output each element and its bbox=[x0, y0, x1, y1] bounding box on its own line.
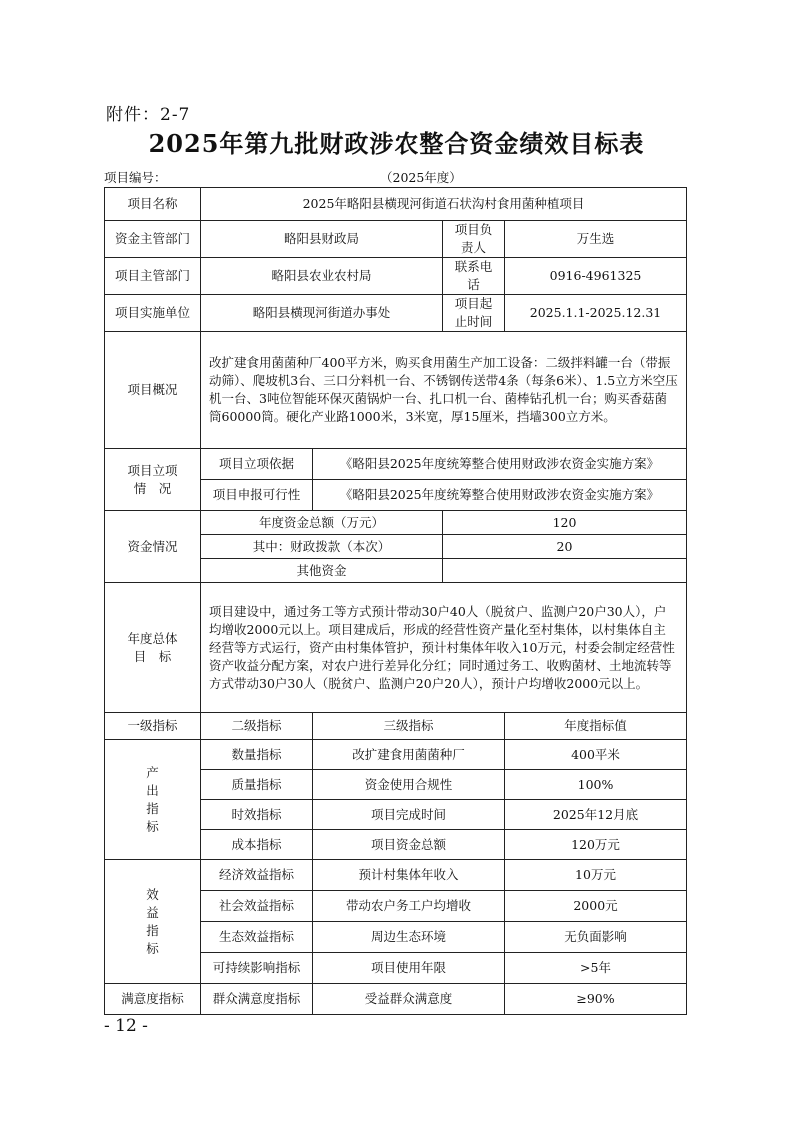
basis-value: 《略阳县2025年度统筹整合使用财政涉农资金实施方案》 bbox=[313, 449, 687, 480]
project-name-label: 项目名称 bbox=[105, 188, 201, 221]
header-level2: 二级指标 bbox=[201, 713, 313, 740]
value-cell: 10万元 bbox=[505, 860, 687, 891]
approval-label-line1: 项目立项 bbox=[127, 462, 178, 478]
value-cell: 2000元 bbox=[505, 891, 687, 922]
benefit-label-char: 效 bbox=[146, 886, 159, 902]
row-project-name bbox=[105, 188, 687, 221]
satisfaction-value: ≥90% bbox=[505, 984, 687, 1015]
project-name-value: 2025年略阳县横现河街道石状沟村食用菌种植项目 bbox=[201, 188, 687, 221]
output-label-char: 出 bbox=[146, 782, 159, 798]
header-level3: 三级指标 bbox=[313, 713, 505, 740]
impl-unit-value: 略阳县横现河街道办事处 bbox=[201, 295, 443, 332]
basis-label: 项目立项依据 bbox=[201, 449, 313, 480]
project-lead-value: 万生选 bbox=[505, 221, 687, 258]
fund-dept-value: 略阳县财政局 bbox=[201, 221, 443, 258]
level3-cell: 资金使用合规性 bbox=[313, 770, 505, 800]
table-row bbox=[105, 860, 687, 891]
row-impl-unit bbox=[105, 295, 687, 332]
phone-label: 联系电话 bbox=[443, 258, 505, 295]
annual-goal-text: 项目建设中，通过务工等方式预计带动30户40人（脱贫户、监测户20户30人），户均增收2000元以上。项目建成后，形成的经营性资产量化至村集体，以村集体自主经营等方式运行，资产由村集体管护，预计村集体年收入10万元，村委会制定经营性资产收益分配方案，对农户进行差异化分红；同时通过务工、收购菌材、土地流转等方式带动30户30人（脱贫户、监测户20户20人），预计户均增收2000元以上。 bbox=[201, 583, 687, 713]
row-funds-total bbox=[105, 511, 687, 535]
level2-cell: 成本指标 bbox=[201, 830, 313, 860]
level2-cell: 数量指标 bbox=[201, 740, 313, 770]
annual-goal-label bbox=[105, 583, 201, 713]
value-cell: 无负面影响 bbox=[505, 922, 687, 953]
benefit-label-char: 指 bbox=[146, 922, 159, 938]
funds-other-label: 其他资金 bbox=[201, 559, 443, 583]
output-indicator-label bbox=[105, 740, 201, 860]
satisfaction-level3: 受益群众满意度 bbox=[313, 984, 505, 1015]
level2-cell: 社会效益指标 bbox=[201, 891, 313, 922]
row-overview bbox=[105, 332, 687, 449]
overview-label: 项目概况 bbox=[105, 332, 201, 449]
funds-total-label: 年度资金总额（万元） bbox=[201, 511, 443, 535]
row-project-dept bbox=[105, 258, 687, 295]
feasibility-label: 项目申报可行性 bbox=[201, 480, 313, 511]
value-cell: 400平米 bbox=[505, 740, 687, 770]
annual-goal-label-line1: 年度总体 bbox=[127, 630, 178, 646]
page-number: - 12 - bbox=[104, 1016, 148, 1036]
feasibility-value: 《略阳县2025年度统筹整合使用财政涉农资金实施方案》 bbox=[313, 480, 687, 511]
project-dept-value: 略阳县农业农村局 bbox=[201, 258, 443, 295]
funds-fiscal-label: 其中：财政拨款（本次） bbox=[201, 535, 443, 559]
output-label-char: 指 bbox=[146, 800, 159, 816]
level3-cell: 改扩建食用菌菌种厂 bbox=[313, 740, 505, 770]
approval-label bbox=[105, 449, 201, 511]
satisfaction-level1: 满意度指标 bbox=[105, 984, 201, 1015]
level3-cell: 预计村集体年收入 bbox=[313, 860, 505, 891]
level2-cell: 经济效益指标 bbox=[201, 860, 313, 891]
project-number-label: 项目编号： bbox=[104, 170, 167, 185]
row-satisfaction bbox=[105, 984, 687, 1015]
level3-cell: 周边生态环境 bbox=[313, 922, 505, 953]
value-cell: >5年 bbox=[505, 953, 687, 984]
benefit-label-char: 益 bbox=[146, 904, 159, 920]
level2-cell: 质量指标 bbox=[201, 770, 313, 800]
period-value: 2025.1.1-2025.12.31 bbox=[505, 295, 687, 332]
approval-label-line2: 情 况 bbox=[133, 480, 172, 496]
project-dept-label: 项目主管部门 bbox=[105, 258, 201, 295]
year-label: （2025年度） bbox=[380, 170, 462, 185]
output-label-char: 标 bbox=[146, 818, 159, 834]
annual-goal-label-line2: 目 标 bbox=[133, 648, 172, 664]
row-fund-dept bbox=[105, 221, 687, 258]
fund-dept-label: 资金主管部门 bbox=[105, 221, 201, 258]
funds-fiscal-value: 20 bbox=[443, 535, 687, 559]
benefit-label-char: 标 bbox=[146, 940, 159, 956]
period-label: 项目起止时间 bbox=[443, 295, 505, 332]
level3-cell: 带动农户务工户均增收 bbox=[313, 891, 505, 922]
value-cell: 120万元 bbox=[505, 830, 687, 860]
level2-cell: 生态效益指标 bbox=[201, 922, 313, 953]
table-row bbox=[105, 740, 687, 770]
level3-cell: 项目使用年限 bbox=[313, 953, 505, 984]
header-value: 年度指标值 bbox=[505, 713, 687, 740]
page-title: 2025年第九批财政涉农整合资金绩效目标表 bbox=[148, 129, 645, 158]
funds-label: 资金情况 bbox=[105, 511, 201, 583]
level2-cell: 时效指标 bbox=[201, 800, 313, 830]
funds-other-value bbox=[443, 559, 687, 583]
benefit-indicator-label bbox=[105, 860, 201, 984]
header-level1: 一级指标 bbox=[105, 713, 201, 740]
value-cell: 2025年12月底 bbox=[505, 800, 687, 830]
row-approval-basis bbox=[105, 449, 687, 480]
satisfaction-level2: 群众满意度指标 bbox=[201, 984, 313, 1015]
level2-cell: 可持续影响指标 bbox=[201, 953, 313, 984]
attachment-label: 附件：2-7 bbox=[106, 105, 191, 125]
funds-total-value: 120 bbox=[443, 511, 687, 535]
overview-text: 改扩建食用菌菌种厂400平方米，购买食用菌生产加工设备：二级拌料罐一台（带振动筛）、爬坡机3台、三口分料机一台、不锈钢传送带4条（每条6米）、1.5立方米空压机一台、3吨位智能环保灭菌锅炉一台、扎口机一台、菌棒钻孔机一台；购买香菇菌筒60000筒。硬化产业路1000米，3米宽，厚15厘米，挡墙300立方米。 bbox=[201, 332, 687, 449]
row-annual-goal bbox=[105, 583, 687, 713]
indicator-header-row bbox=[105, 713, 687, 740]
phone-value: 0916-4961325 bbox=[505, 258, 687, 295]
value-cell: 100% bbox=[505, 770, 687, 800]
impl-unit-label: 项目实施单位 bbox=[105, 295, 201, 332]
level3-cell: 项目资金总额 bbox=[313, 830, 505, 860]
level3-cell: 项目完成时间 bbox=[313, 800, 505, 830]
output-label-char: 产 bbox=[146, 764, 159, 780]
performance-target-table bbox=[104, 187, 687, 1015]
project-lead-label: 项目负责人 bbox=[443, 221, 505, 258]
